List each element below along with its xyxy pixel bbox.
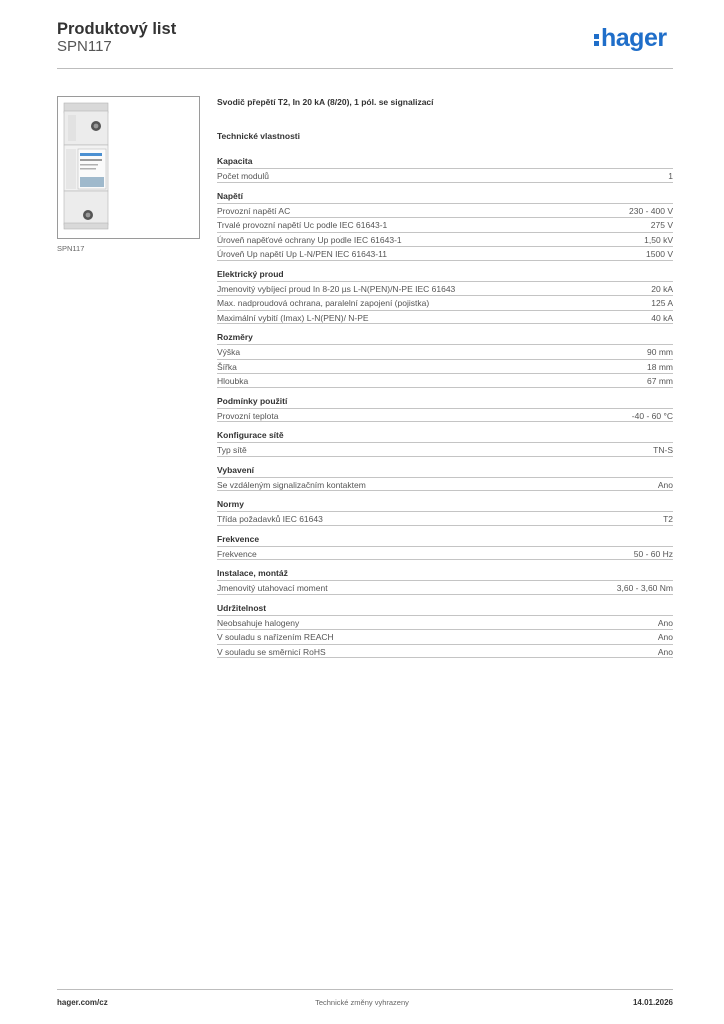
section-title: Podmínky použití (217, 395, 288, 406)
page-title: Produktový list (57, 20, 177, 38)
product-code: SPN117 (57, 38, 112, 55)
property-label: Počet modulů (217, 171, 269, 181)
section-title: Elektrický proud (217, 268, 284, 279)
property-label: Jmenovitý vybíjecí proud In 8-20 µs L-N(PEN)/N-PE IEC 61643 (217, 283, 456, 294)
property-value: 90 mm (647, 347, 673, 357)
property-label: Úroveň Up napětí Up L-N/PEN IEC 61643-11 (217, 249, 387, 259)
property-label: Maximální vybití (Imax) L-N(PEN)/ N-PE (217, 312, 369, 323)
property-label: Trvalé provozní napětí Uc podle IEC 61643-1 (217, 220, 388, 230)
footer-website-link[interactable]: hager.com/cz (57, 998, 108, 1007)
property-row (217, 246, 673, 261)
tech-properties-title: Technické vlastnosti (217, 131, 300, 141)
section-title: Vybavení (217, 464, 255, 475)
section-title: Rozměry (217, 332, 253, 342)
property-label: Jmenovitý utahovací moment (217, 583, 328, 593)
logo-mark-icon (594, 26, 600, 46)
property-value: 1 (668, 171, 673, 181)
section-title: Napětí (217, 190, 243, 201)
section-title: Frekvence (217, 533, 260, 544)
property-label: Frekvence (217, 548, 257, 559)
property-row (217, 580, 673, 595)
section-title: Instalace, montáž (217, 568, 288, 578)
property-label: Max. nadproudová ochrana, paralelní zapojení (pojistka) (217, 298, 430, 308)
property-row (217, 615, 673, 630)
property-value: 20 kA (651, 283, 673, 294)
property-label: Typ sítě (217, 445, 247, 455)
property-row (217, 168, 673, 183)
property-row (217, 477, 673, 492)
property-value: 67 mm (647, 376, 673, 386)
property-value: 1,50 kV (644, 234, 673, 245)
product-details (217, 96, 673, 664)
section-network (217, 428, 673, 457)
property-row (217, 281, 673, 296)
property-row (217, 644, 673, 659)
property-row (217, 203, 673, 218)
property-label: Provozní teplota (217, 410, 279, 421)
section-title: Konfigurace sítě (217, 430, 284, 440)
property-value: 230 - 400 V (629, 205, 673, 216)
property-row (217, 442, 673, 457)
property-value: 40 kA (651, 312, 673, 323)
logo-text: hager (601, 24, 667, 52)
footer-date: 14.01.2026 (632, 998, 673, 1007)
section-capacity (217, 154, 673, 183)
product-image (57, 96, 200, 239)
section-title: Kapacita (217, 156, 253, 166)
hager-logo (594, 26, 667, 51)
property-value: -40 - 60 °C (631, 410, 673, 421)
product-description: Svodič přepětí T2, In 20 kA (8/20), 1 pól. se signalizací (217, 97, 434, 107)
property-label: V souladu s nařízením REACH (217, 632, 334, 642)
property-row (217, 359, 673, 374)
property-row (217, 408, 673, 423)
property-value: Ano (657, 646, 673, 657)
footer-divider (57, 989, 673, 990)
section-installation (217, 566, 673, 595)
section-conditions (217, 394, 673, 423)
section-current (217, 267, 673, 325)
property-value: TN-S (653, 445, 673, 455)
property-value: Ano (657, 617, 673, 628)
property-value: T2 (663, 514, 673, 524)
property-label: Třída požadavků IEC 61643 (217, 514, 323, 524)
property-row (217, 217, 673, 232)
property-label: V souladu se směrnicí RoHS (217, 646, 326, 657)
property-value: 1500 V (646, 249, 673, 259)
property-label: Se vzdáleným signalizačním kontaktem (217, 479, 366, 490)
section-title: Udržitelnost (217, 602, 267, 613)
property-label: Provozní napětí AC (217, 205, 291, 216)
property-row (217, 310, 673, 325)
property-row (217, 295, 673, 310)
property-value: 125 A (651, 298, 673, 308)
image-caption: SPN117 (57, 244, 85, 253)
property-value: Ano (657, 479, 673, 490)
property-label: Hloubka (217, 376, 249, 386)
section-sustainability (217, 601, 673, 659)
property-value: 50 - 60 Hz (633, 548, 673, 559)
section-equipment (217, 463, 673, 492)
surge-arrester-icon (58, 97, 199, 238)
property-label: Úroveň napěťové ochrany Up podle IEC 61643-1 (217, 234, 402, 245)
property-value: Ano (657, 632, 673, 642)
property-value: 18 mm (647, 361, 673, 372)
property-row (217, 546, 673, 561)
property-row (217, 373, 673, 388)
property-label: Šířka (217, 361, 237, 372)
property-row (217, 511, 673, 526)
section-dimensions (217, 330, 673, 388)
property-row (217, 232, 673, 247)
property-value: 3,60 - 3,60 Nm (616, 583, 673, 593)
header-divider (57, 68, 673, 69)
section-standards (217, 497, 673, 526)
section-title: Normy (217, 499, 244, 509)
property-row (217, 629, 673, 644)
section-frequency (217, 532, 673, 561)
footer-notice: Technické změny vyhrazeny (315, 998, 409, 1007)
property-row (217, 344, 673, 359)
property-label: Výška (217, 347, 241, 357)
section-voltage (217, 189, 673, 261)
property-value: 275 V (650, 220, 673, 230)
property-label: Neobsahuje halogeny (217, 617, 300, 628)
